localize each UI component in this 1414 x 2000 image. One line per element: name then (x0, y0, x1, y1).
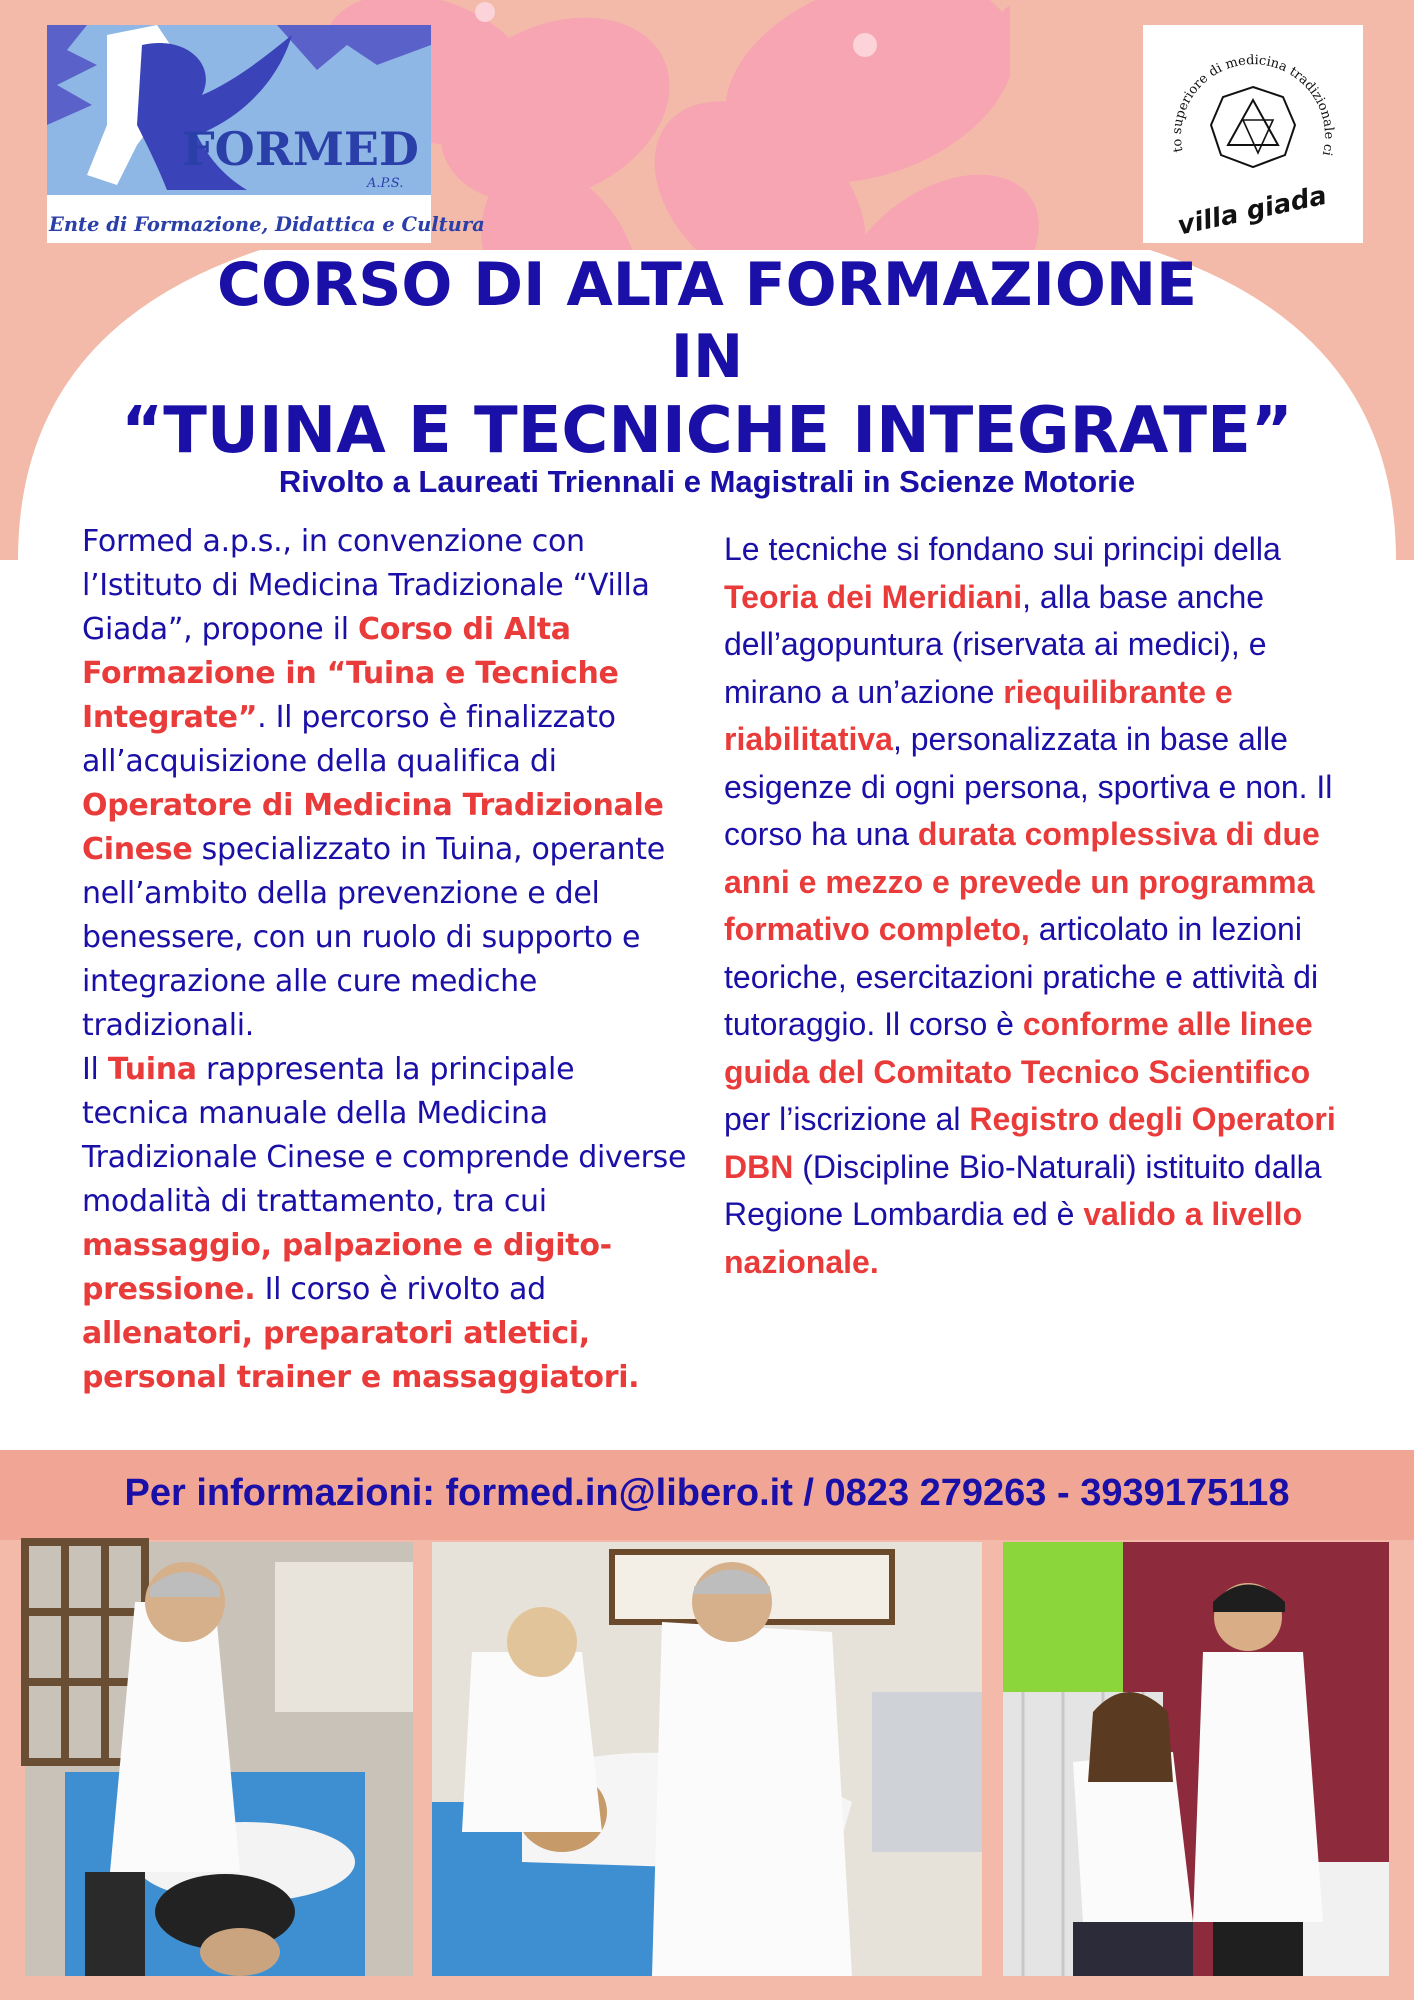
left-p2-highlight-audience: allenatori, preparatori atletici, personal trainer e massaggiatori. (82, 1316, 640, 1395)
left-p1-highlight-course: Corso di Alta Formazione in “Tuina e Tecniche Integrate” (82, 612, 619, 735)
right-text-e: , personalizzata in base alle esigenze di ogni persona, sportiva e non. Il corso ha una (724, 721, 1333, 852)
photo-tuina-shoulder (1003, 1542, 1389, 1976)
left-p1-highlight-qualification: Operatore di Medicina Tradizionale Cinese (82, 788, 664, 867)
villa-giada-name: villa giada (1174, 180, 1330, 242)
left-p1-text-3: specializzato in Tuina, operante nell’ambito della prevenzione e del benessere, con un ruolo di supporto e integrazione alle cure mediche tradizionali. (82, 832, 665, 1043)
right-highlight-riequilibrante: riequilibrante e riabilitativa (724, 673, 1233, 757)
title-line-1: CORSO DI ALTA FORMAZIONE (216, 250, 1198, 320)
right-column-text (724, 526, 1364, 1286)
right-highlight-conforme: conforme alle linee guida del Comitato Tecnico Scientifico (724, 1006, 1313, 1090)
villa-giada-ring-text: to superiore di medicina tradizionale ci (1169, 53, 1337, 158)
left-p2-text-3: Il corso è rivolto ad (255, 1272, 546, 1307)
formed-logo-tagline: Ente di Formazione, Didattica e Cultura (49, 213, 485, 236)
left-column-text (82, 520, 687, 1400)
left-p1-text-2: . Il percorso è finalizzato all’acquisizione della qualifica di (82, 700, 616, 779)
left-p2-highlight-techniques: massaggio, palpazione e digito-pressione. (82, 1228, 612, 1307)
villa-giada-logo (1143, 25, 1363, 243)
right-text-c: , alla base anche dell’agopuntura (riservata ai medici), e mirano a un’azione (724, 578, 1267, 710)
formed-logo-name: FORMED (182, 122, 419, 176)
formed-logo (47, 25, 485, 243)
right-text-k: (Discipline Bio-Naturali) istituito dalla Regione Lombardia ed è (724, 1148, 1322, 1232)
right-text-i: per l’iscrizione al (724, 1101, 970, 1137)
right-text-a: Le tecniche si fondano sui principi della (724, 531, 1281, 567)
title-line-3: “TUINA E TECNICHE INTEGRATE” (121, 394, 1293, 468)
right-highlight-valido: valido a livello nazionale. (724, 1196, 1303, 1280)
subtitle: Rivolto a Laureati Triennali e Magistrali in Scienze Motorie (278, 464, 1136, 499)
right-highlight-meridiani: Teoria dei Meridiani (724, 578, 1023, 615)
formed-logo-suffix: A.P.S. (367, 176, 404, 191)
title-line-2: IN (670, 322, 744, 392)
left-p1-text: Formed a.p.s., in convenzione con l’Istituto di Medicina Tradizionale “Villa Giada”, propone il (82, 524, 650, 647)
left-p2-text: Il (82, 1052, 108, 1087)
photo-tuina-massage-2 (432, 1542, 982, 1976)
left-p2-highlight-tuina: Tuina (107, 1052, 197, 1087)
right-highlight-registro: Registro degli Operatori DBN (724, 1101, 1336, 1185)
contact-info[interactable]: Per informazioni: formed.in@libero.it / 0823 279263 - 3939175118 (124, 1472, 1290, 1514)
photo-tuina-massage-1 (25, 1542, 413, 1976)
left-p2-text-2: rappresenta la principale tecnica manuale della Medicina Tradizionale Cinese e comprende diverse modalità di trattamento, tra cui (82, 1052, 687, 1219)
right-highlight-durata: durata complessiva di due anni e mezzo e prevede un programma formativo completo, (724, 816, 1320, 947)
right-text-g: articolato in lezioni teoriche, esercitazioni pratiche e attività di tutoraggio. Il corso è (724, 911, 1319, 1042)
